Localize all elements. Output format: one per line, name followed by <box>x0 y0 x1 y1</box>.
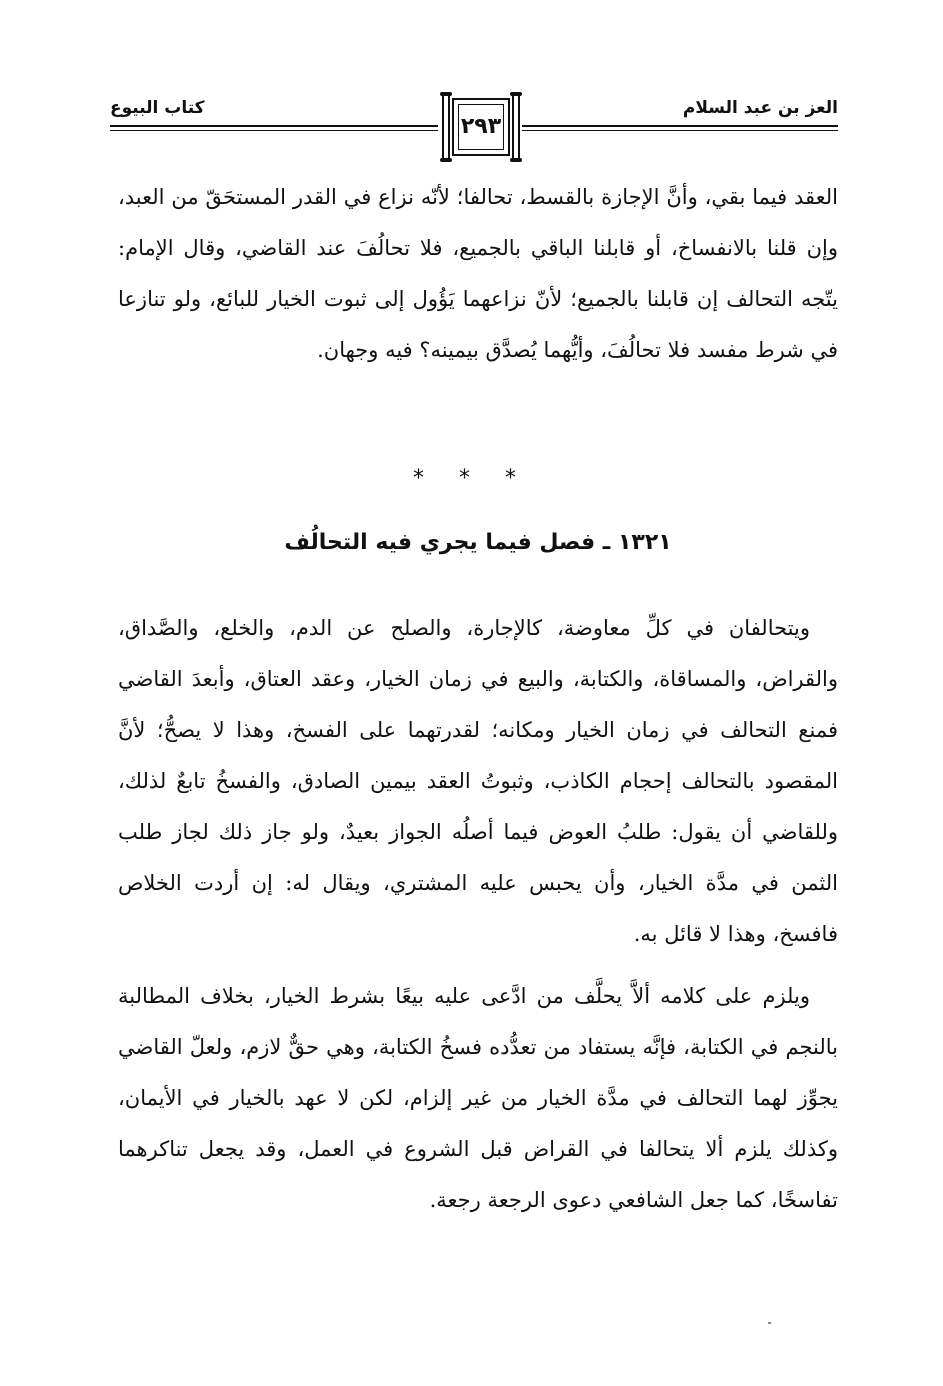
frame-post-right <box>512 92 520 162</box>
paragraph-text: ويتحالفان في كلِّ معاوضة، كالإجارة، والصلح عن الدم، والخلع، والصَّداق، والقراض، والمساقاة، والكتابة، والبيع في زمان الخيار، وعقد العتاق، وأبعدَ القاضي فمنع التحالف في زمان الخيار ومكانه؛ لقدرتهما على الفسخ، وهذا لا يصحُّ؛ لأنَّ المقصود بالتحالف إحجام الكاذب، وثبوتُ العقد بيمين الصادق، والفسخُ تابعٌ لذلك، وللقاضي أن يقول: طلبُ العوض فيما أصلُه الجواز بعيدٌ، ولو جاز ذلك لجاز طلب الثمن في مدَّة الخيار، وأن يحبس عليه المشتري، ويقال له: إن أردت الخلاص فافسخ، وهذا لا قائل به. <box>118 616 838 946</box>
paragraph-text: ويلزم على كلامه ألاَّ يحلَّف من ادَّعى عليه بيعًا بشرط الخيار، بخلاف المطالبة بالنجم في الكتابة، فإنَّه يستفاد من تعدُّده فسخُ الكتابة، وهي حقٌّ لازم، ولعلّ القاضي يجوِّز لهما التحالف في مدَّة الخيار من غير إلزام، لكن لا عهد بالخيار في الأيمان، وكذلك يلزم ألا يتحالفا في القراض قبل الشروع في العمل، وقد يجعل تناكرهما تفاسخًا، كما جعل الشافعي دعوى الرجعة رجعة. <box>118 984 838 1212</box>
frame-post-left <box>442 92 450 162</box>
section-separator: * * * <box>413 466 530 491</box>
running-head-section: كتاب البيوع <box>110 98 205 118</box>
paragraph-3 <box>118 971 838 1226</box>
paragraph-2 <box>118 603 838 960</box>
header-rule-left <box>110 125 438 127</box>
scan-speck <box>768 1322 771 1324</box>
header-rule-right <box>522 125 838 127</box>
paragraph-text: العقد فيما بقي، وأنَّ الإجازة بالقسط، تحالفا؛ لأنّه نزاع في القدر المستحَقّ من العبد، وإن قلنا بالانفساخ، أو قابلنا الباقي بالجميع، فلا تحالُفَ عند القاضي، وقال الإمام: يتّجه التحالف إن قابلنا بالجميع؛ لأنّ نزاعهما يَؤُول إلى ثبوت الخيار للبائع، ولو تنازعا في شرط مفسد فلا تحالُفَ، وأيُّهما يُصدَّق بيمينه؟ فيه وجهان. <box>118 185 838 362</box>
running-head-author: العز بن عبد السلام <box>682 98 838 118</box>
section-heading: ١٣٢١ ـ فصل فيما يجري فيه التحالُف <box>284 530 672 555</box>
page-number-frame <box>442 92 520 162</box>
page-number: ٢٩٣ <box>460 114 502 139</box>
page-header <box>110 92 838 172</box>
paragraph-1 <box>118 172 838 376</box>
